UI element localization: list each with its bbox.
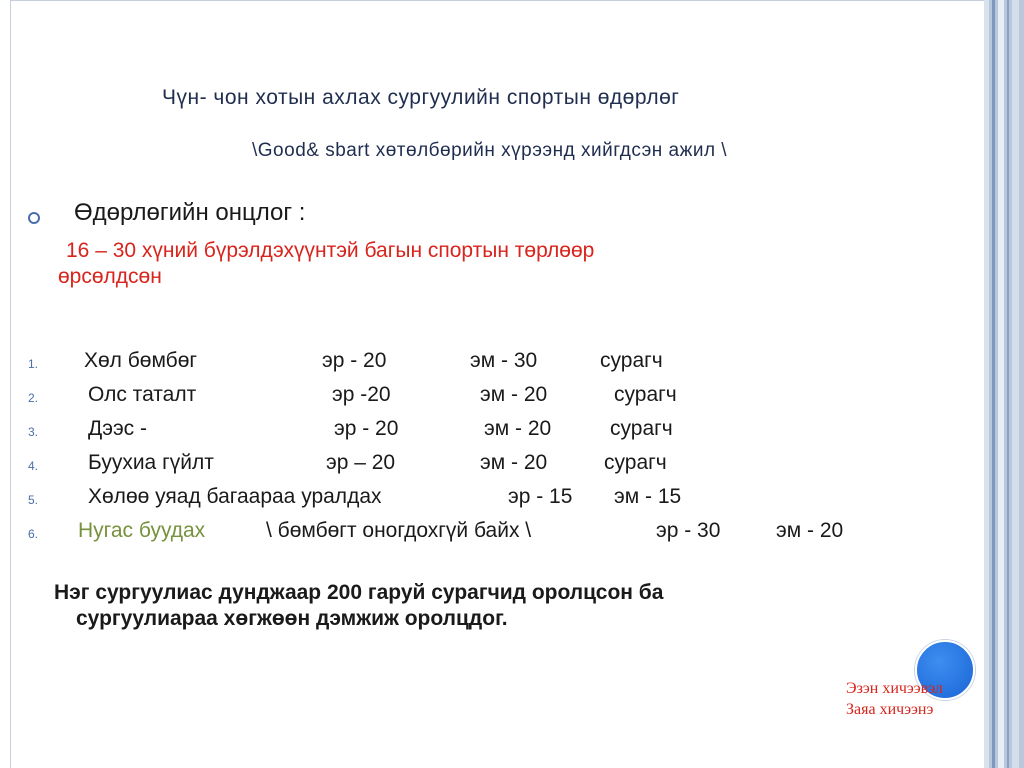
stripe — [984, 0, 989, 768]
bullet-circle-icon — [28, 212, 40, 224]
list-number: 2. — [28, 391, 39, 405]
list-number: 6. — [28, 527, 39, 541]
stripe — [1007, 0, 1009, 768]
men-count: эр -20 — [332, 383, 391, 406]
list-number: 3. — [28, 425, 39, 439]
summary-line-2: сургуулиараа хөгжөөн дэмжиж оролцдог. — [76, 607, 508, 630]
stripe — [1012, 0, 1019, 768]
women-count: эм - 30 — [470, 349, 538, 372]
list-item — [0, 451, 960, 481]
sport-name: Олс таталт — [88, 383, 197, 406]
women-count: эм - 20 — [776, 519, 844, 542]
men-count: эр - 15 — [508, 485, 573, 508]
sport-note: \ бөмбөгт оногдохгүй байх \ — [266, 519, 532, 542]
slide-frame-top — [10, 0, 1014, 1]
decorative-stripes — [984, 0, 1024, 768]
women-count: эм - 20 — [480, 451, 548, 474]
summary-line-1: Нэг сургуулиас дунджаар 200 гаруй сурагчид оролцсон ба — [54, 581, 664, 604]
women-count: эм - 15 — [614, 485, 682, 508]
list-item — [0, 383, 960, 413]
list-item — [0, 417, 960, 447]
men-count: эр - 20 — [334, 417, 399, 440]
unit-label: сурагч — [614, 383, 677, 406]
unit-label: сурагч — [600, 349, 663, 372]
list-number: 1. — [28, 357, 39, 371]
sport-name: Дээс - — [88, 417, 147, 440]
summary-text — [54, 580, 874, 632]
list-number: 5. — [28, 493, 39, 507]
sport-name: Хөл бөмбөг — [84, 349, 198, 372]
list-item — [0, 519, 960, 549]
men-count: эр – 20 — [326, 451, 396, 474]
description-line-1: 16 – 30 хүний бүрэлдэхүүнтэй багын спортын төрлөөр — [66, 239, 595, 262]
list-item — [0, 485, 960, 515]
description-line-2: өрсөлдсөн — [58, 265, 162, 288]
slide-subtitle: \Good& sbart хөтөлбөрийн хүрээнд хийгдсэн ажил \ — [252, 140, 728, 161]
stripe — [998, 0, 1004, 768]
unit-label: сурагч — [610, 417, 673, 440]
sport-name: Хөлөө уяад багаараа уралдах — [88, 485, 382, 508]
sport-name: Нугас буудах — [78, 519, 206, 542]
list-number: 4. — [28, 459, 39, 473]
motto — [846, 678, 943, 720]
unit-label: сурагч — [604, 451, 667, 474]
women-count: эм - 20 — [484, 417, 552, 440]
description — [58, 238, 858, 290]
women-count: эм - 20 — [480, 383, 548, 406]
men-count: эр - 20 — [322, 349, 387, 372]
section-heading: Өдөрлөгийн онцлог : — [74, 199, 306, 226]
men-count: эр - 30 — [656, 519, 721, 542]
stripe — [992, 0, 995, 768]
list-item — [0, 349, 960, 379]
motto-line-2: Заяа хичээнэ — [846, 701, 934, 718]
slide-title: Чүн- чон хотын ахлах сургуулийн спортын өдөрлөг — [162, 86, 680, 109]
motto-line-1: Эзэн хичээвэл — [846, 680, 943, 697]
sport-name: Буухиа гүйлт — [88, 451, 214, 474]
